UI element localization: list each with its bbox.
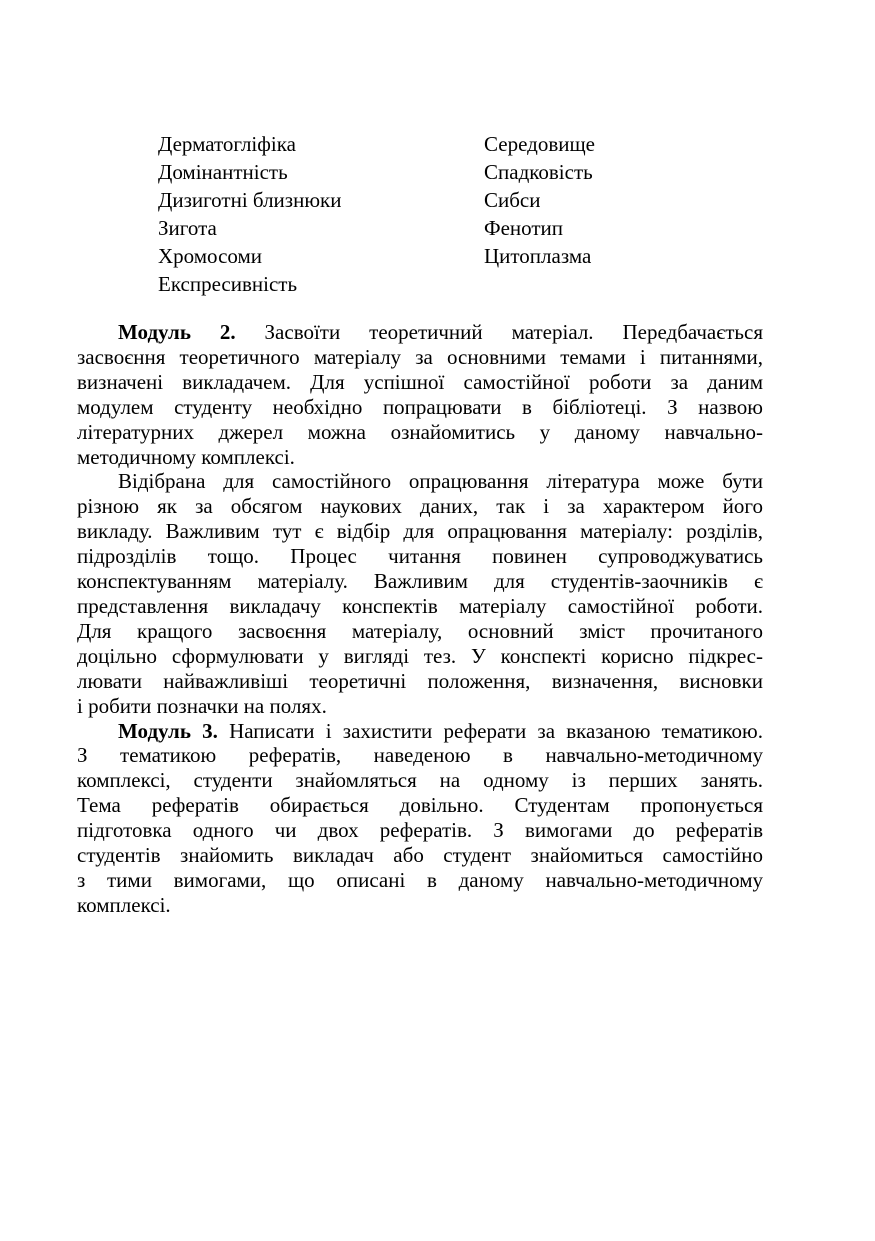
module-3-heading: Модуль 3. [118, 718, 218, 743]
term-item: Фенотип [484, 216, 564, 240]
paragraph-line: Тема рефератів обирається довільно. Студентам пропонується [77, 793, 763, 818]
paragraph-line: конспектуванням матеріалу. Важливим для студентів-заочників є [77, 569, 763, 594]
paragraph-line: засвоєння теоретичного матеріалу за основними темами і питаннями, [77, 344, 763, 369]
term-item: Спадковість [484, 160, 593, 184]
paragraph-line: визначені викладачем. Для успішної самостійної роботи за даним [77, 369, 763, 394]
paragraph-line: Модуль 2. Засвоїти теоретичний матеріал. Передбачається [118, 320, 763, 344]
paragraph-line: літературних джерел можна ознайомитись у даному навчально- [77, 419, 763, 444]
paragraph-line: підготовка одного чи двох рефератів. З вимогами до рефератів [77, 818, 763, 843]
term-item: Зигота [158, 216, 217, 240]
term-item: Дерматогліфіка [158, 132, 296, 156]
term-column-left [158, 130, 341, 298]
paragraph-line: З тематикою рефератів, наведеною в навчально-методичному [77, 743, 763, 768]
term-item: Сибси [484, 188, 541, 212]
paragraph-line: підрозділів тощо. Процес читання повинен супроводжуватись [77, 544, 763, 569]
term-item: Домінантність [158, 160, 288, 184]
paragraph-line: модулем студенту необхідно попрацювати в бібліотеці. З назвою [77, 394, 763, 419]
module-2-paragraph [77, 320, 763, 469]
paragraph-line: Відібрана для самостійного опрацювання література може бути [118, 469, 763, 494]
paragraph-line: лювати найважливіші теоретичні положення, визначення, висновки [77, 668, 763, 693]
body-text [77, 320, 763, 918]
term-item: Цитоплазма [484, 244, 592, 268]
paragraph-line: студентів знайомить викладач або студент знайомиться самостійно [77, 843, 763, 868]
term-column-right [484, 130, 595, 270]
term-item: Експресивність [158, 272, 298, 296]
paragraph-line: представлення викладачу конспектів матеріалу самостійної роботи. [77, 593, 763, 618]
term-item: Середовище [484, 132, 595, 156]
paragraph-line: комплексі. [77, 892, 171, 917]
module-2-heading: Модуль 2. [118, 320, 236, 344]
paragraph-line: з тими вимогами, що описані в даному навчально-методичному [77, 867, 763, 892]
paragraph-line: викладу. Важливим тут є відбір для опрацювання матеріалу: розділів, [77, 519, 763, 544]
paragraph-line: і робити позначки на полях. [77, 693, 327, 718]
term-item: Хромосоми [158, 244, 263, 268]
paragraph-line: методичному комплексі. [77, 444, 295, 469]
paragraph-line: Модуль 3. Написати і захистити реферати за вказаною тематикою. [118, 718, 763, 743]
paragraph-line: доцільно сформулювати у вигляді тез. У конспекті корисно підкрес- [77, 643, 763, 668]
module-3-paragraph [77, 719, 763, 918]
paragraph-line: різною як за обсягом наукових даних, так і за характером його [77, 494, 763, 519]
term-item: Дизиготні близнюки [158, 188, 342, 212]
paragraph-line: Для кращого засвоєння матеріалу, основний зміст прочитаного [77, 618, 763, 643]
paragraph-line: комплексі, студенти знайомляться на одному із перших занять. [77, 768, 763, 793]
literature-paragraph [77, 469, 763, 718]
